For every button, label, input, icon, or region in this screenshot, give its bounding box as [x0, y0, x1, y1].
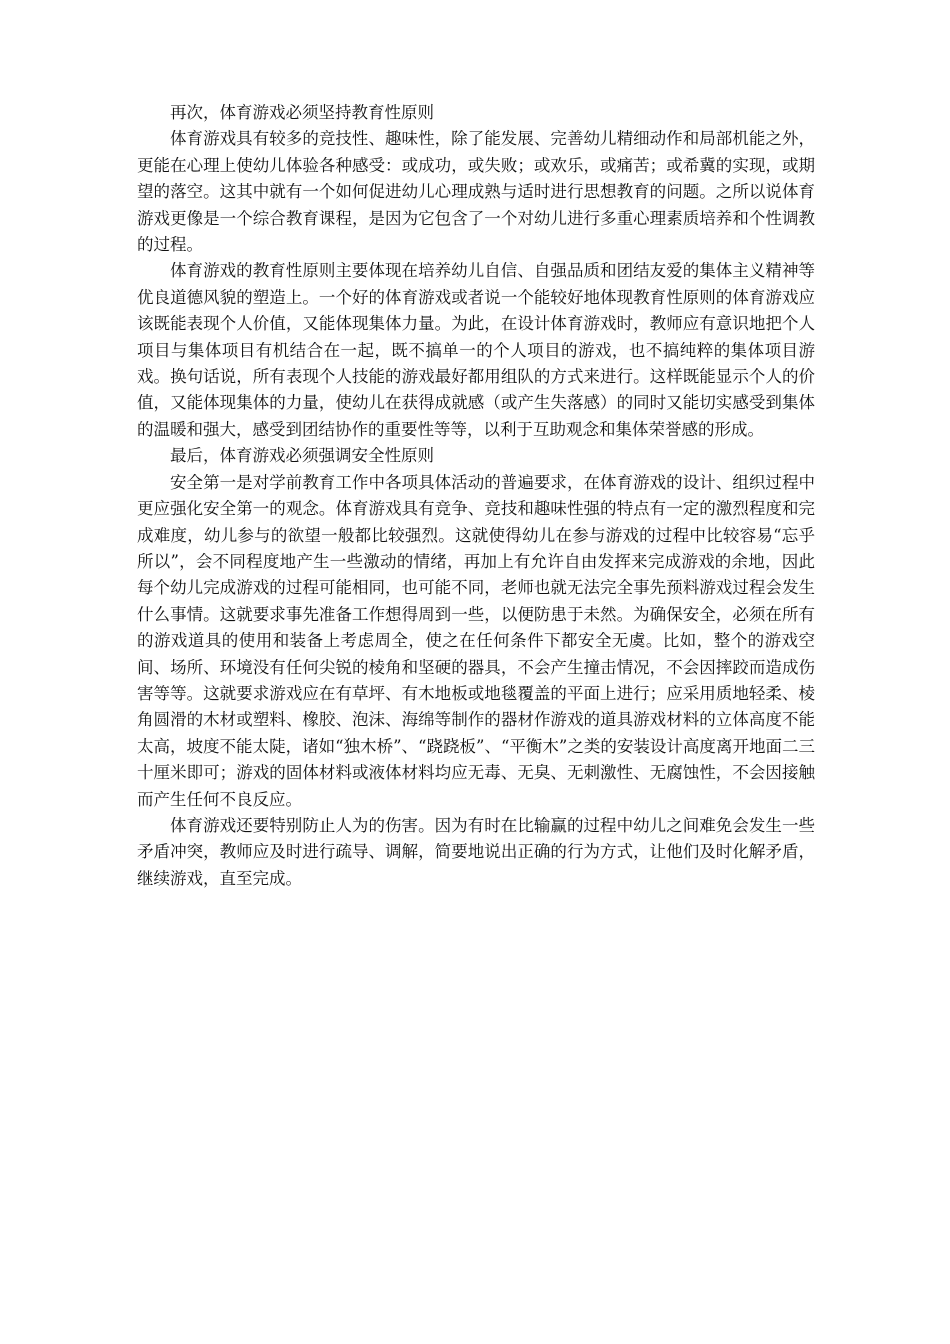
document-body: [137, 100, 815, 892]
heading-education-principle: 再次，体育游戏必须坚持教育性原则: [170, 103, 434, 122]
heading-safety-principle: 最后，体育游戏必须强调安全性原则: [170, 446, 434, 466]
paragraph: 安全第一是对学前教育工作中各项具体活动的普遍要求，在体育游戏的设计、组织过程中更应强化安全第一的观念。体育游戏具有竞争、竞技和趣味性强的特点有一定的激烈程度和完成难度，幼儿参与的欲望一般都比较强烈。这就使得幼儿在参与游戏的过程中比较容易“忘乎所以”，会不同程度地产生一些激动的情绪，再加上有允许自由发挥来完成游戏的余地，因此每个幼儿完成游戏的过程可能相同，也可能不同，老师也就无法完全事先预料游戏过程会发生什么事情。这就要求事先准备工作想得周到一些，以便防患于未然。为确保安全，必须在所有的游戏道具的使用和装备上考虑周全，使之在任何条件下都安全无虞。比如，整个的游戏空间、场所、环境没有任何尖锐的棱角和坚硬的器具，不会产生撞击情况，不会因摔跤而造成伤害等等。这就要求游戏应在有草坪、有木地板或地毯覆盖的平面上进行；应采用质地轻柔、棱角圆滑的木材或塑料、橡胶、泡沫、海绵等制作的器材作游戏的道具游戏材料的立体高度不能太高，坡度不能太陡，诸如“独木桥”、“跷跷板”、“平衡木”之类的安装设计高度离开地面二三十厘米即可；游戏的固体材料或液体材料均应无毒、无臭、无刺激性、无腐蚀性，不会因接触而产生任何不良反应。: [137, 472, 815, 809]
paragraph: 体育游戏还要特别防止人为的伤害。因为有时在比输赢的过程中幼儿之间难免会发生一些矛盾冲突，教师应及时进行疏导、调解，简要地说出正确的行为方式，让他们及时化解矛盾，继续游戏，直至完成。: [137, 815, 815, 888]
paragraph: 体育游戏的教育性原则主要体现在培养幼儿自信、自强品质和团结友爱的集体主义精神等优良道德风貌的塑造上。一个好的体育游戏或者说一个能较好地体现教育性原则的体育游戏应该既能表现个人价值，又能体现集体力量。为此，在设计体育游戏时，教师应有意识地把个人项目与集体项目有机结合在一起，既不搞单一的个人项目的游戏，也不搞纯粹的集体项目游戏。换句话说，所有表现个人技能的游戏最好都用组队的方式来进行。这样既能显示个人的价值，又能体现集体的力量，使幼儿在获得成就感（或产生失落感）的同时又能切实感受到集体的温暖和强大，感受到团结协作的重要性等等，以利于互助观念和集体荣誉感的形成。: [137, 261, 815, 439]
paragraph: 体育游戏具有较多的竞技性、趣味性，除了能发展、完善幼儿精细动作和局部机能之外，更能在心理上使幼儿体验各种感受：或成功，或失败；或欢乐，或痛苦；或希冀的实现，或期望的落空。这其中就有一个如何促进幼儿心理成熟与适时进行思想教育的问题。之所以说体育游戏更像是一个综合教育课程，是因为它包含了一个对幼儿进行多重心理素质培养和个性调教的过程。: [137, 129, 815, 255]
